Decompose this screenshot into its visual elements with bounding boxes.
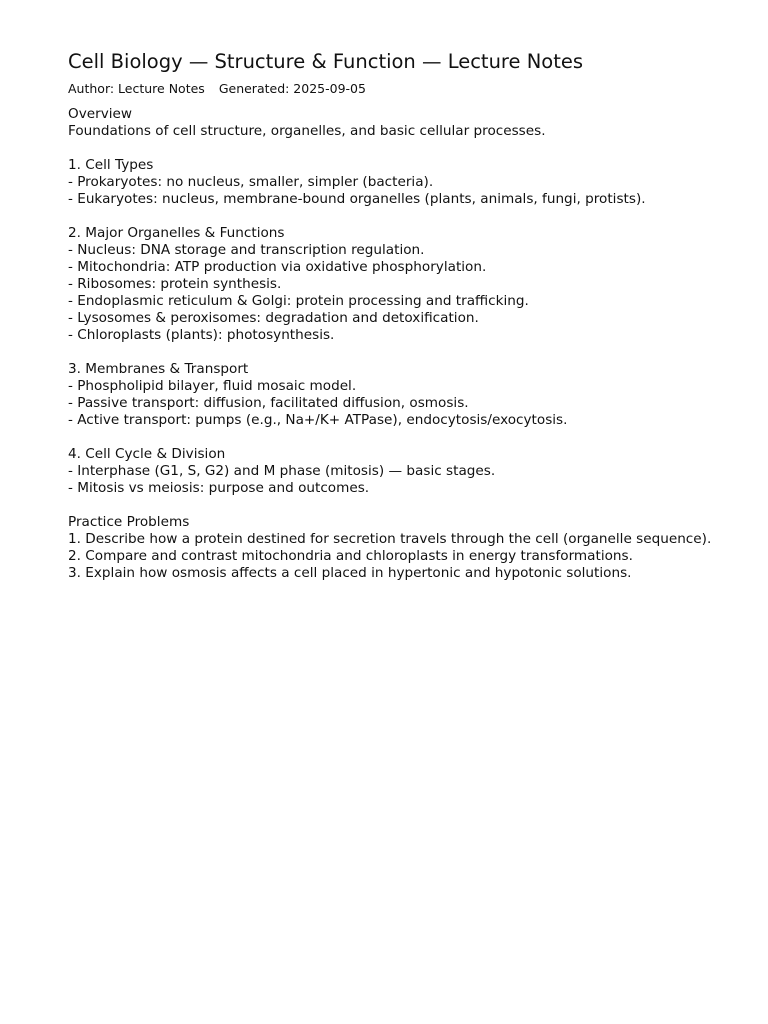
section-practice-problems — [68, 514, 758, 582]
list-item: - Chloroplasts (plants): photosynthesis. — [68, 327, 335, 343]
practice-item: 2. Compare and contrast mitochondria and chloroplasts in energy transformations. — [68, 548, 633, 564]
generated-date: Generated: 2025-09-05 — [218, 81, 366, 96]
document-meta — [68, 80, 758, 98]
list-item: - Mitochondria: ATP production via oxidative phosphorylation. — [68, 259, 487, 275]
list-item: - Nucleus: DNA storage and transcription regulation. — [68, 242, 425, 258]
list-item: - Lysosomes & peroxisomes: degradation and detoxification. — [68, 310, 479, 326]
section-spacer — [68, 140, 758, 157]
list-item: - Eukaryotes: nucleus, membrane-bound organelles (plants, animals, fungi, protists). — [68, 191, 646, 207]
author-label: Author: Lecture Notes — [68, 81, 205, 96]
overview-text: Foundations of cell structure, organelles, and basic cellular processes. — [68, 123, 546, 139]
section-heading: 2. Major Organelles & Functions — [68, 225, 285, 241]
section-heading: 4. Cell Cycle & Division — [68, 446, 226, 462]
list-item: - Endoplasmic reticulum & Golgi: protein processing and trafficking. — [68, 293, 529, 309]
section-spacer — [68, 497, 758, 514]
list-item: - Active transport: pumps (e.g., Na+/K+ ATPase), endocytosis/exocytosis. — [68, 412, 568, 428]
page-title: Cell Biology — Structure & Function — Lecture Notes — [68, 50, 584, 73]
overview-heading: Overview — [68, 106, 132, 122]
practice-item: 3. Explain how osmosis affects a cell placed in hypertonic and hypotonic solutions. — [68, 565, 632, 581]
list-item: - Mitosis vs meiosis: purpose and outcomes. — [68, 480, 370, 496]
section-organelles — [68, 225, 758, 344]
list-item: - Passive transport: diffusion, facilitated diffusion, osmosis. — [68, 395, 469, 411]
section-heading: Practice Problems — [68, 514, 190, 530]
section-cell-types — [68, 157, 758, 208]
section-heading: 1. Cell Types — [68, 157, 154, 173]
list-item: - Interphase (G1, S, G2) and M phase (mitosis) — basic stages. — [68, 463, 496, 479]
document-page — [68, 48, 758, 582]
practice-item: 1. Describe how a protein destined for secretion travels through the cell (organelle sequence). — [68, 531, 712, 547]
list-item: - Prokaryotes: no nucleus, smaller, simpler (bacteria). — [68, 174, 434, 190]
section-heading: 3. Membranes & Transport — [68, 361, 249, 377]
section-spacer — [68, 208, 758, 225]
list-item: - Ribosomes: protein synthesis. — [68, 276, 282, 292]
list-item: - Phospholipid bilayer, fluid mosaic model. — [68, 378, 357, 394]
section-spacer — [68, 429, 758, 446]
section-spacer — [68, 344, 758, 361]
section-membranes — [68, 361, 758, 429]
section-cell-cycle — [68, 446, 758, 497]
document-body — [68, 106, 758, 582]
